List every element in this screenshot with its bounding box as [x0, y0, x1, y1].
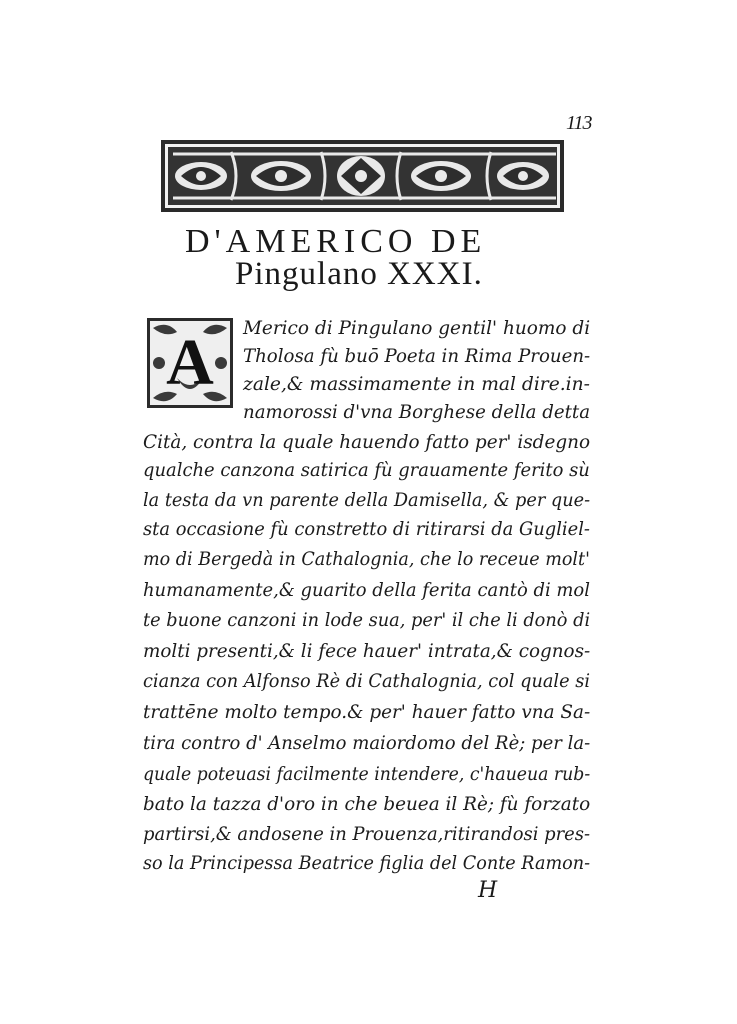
chapter-heading-line-2: Pingulano XXXI. — [235, 256, 483, 292]
text-line: la testa da vn parente della Damisella, & per que- — [143, 490, 591, 511]
text-line: trattēne molto tempo.& per' hauer fatto vna Sa- — [143, 702, 591, 723]
text-line: qualche canzona satirica fù grauamente ferito sù — [143, 460, 590, 481]
drop-cap-letter: A — [166, 326, 214, 399]
text-line: bato la tazza d'oro in che beuea il Rè; fù forzato — [143, 794, 591, 815]
text-line: mo di Bergedà in Cathalognia, che lo receue molt' — [143, 549, 590, 570]
text-line: quale poteuasi facilmente intendere, c'haueua rub- — [143, 764, 591, 785]
text-line: Merico di Pingulano gentil' huomo di — [243, 318, 591, 339]
text-line: zale,& massimamente in mal dire.in- — [243, 374, 590, 395]
text-line: so la Principessa Beatrice figlia del Conte Ramon- — [143, 853, 591, 874]
text-line: partirsi,& andosene in Prouenza,ritirandosi pres- — [143, 824, 591, 845]
text-line: humanamente,& guarito della ferita cantò di mol — [143, 580, 590, 601]
chapter-heading-line-1: D'AMERICO DE — [185, 223, 487, 260]
text-line: molti presenti,& li fece hauer' intrata,& cognos- — [143, 641, 591, 662]
drop-cap — [147, 318, 233, 408]
text-line: sta occasione fù constretto di ritirarsi da Gugliel- — [143, 519, 590, 540]
text-line: Cità, contra la quale hauendo fatto per' isdegno — [143, 432, 591, 453]
text-line: namorossi d'vna Borghese della detta — [243, 402, 591, 423]
text-line: te buone canzoni in lode sua, per' il che li donò di — [143, 610, 591, 631]
text-line: cianza con Alfonso Rè di Cathalognia, col quale si — [143, 671, 590, 692]
catchword: H — [478, 878, 498, 903]
text-line: tira contro d' Anselmo maiordomo del Rè; per la- — [143, 733, 591, 754]
decorative-headpiece — [161, 140, 564, 212]
page-number: 113 — [566, 112, 592, 134]
text-line: Tholosa fù buō Poeta in Rima Prouen- — [243, 346, 591, 367]
